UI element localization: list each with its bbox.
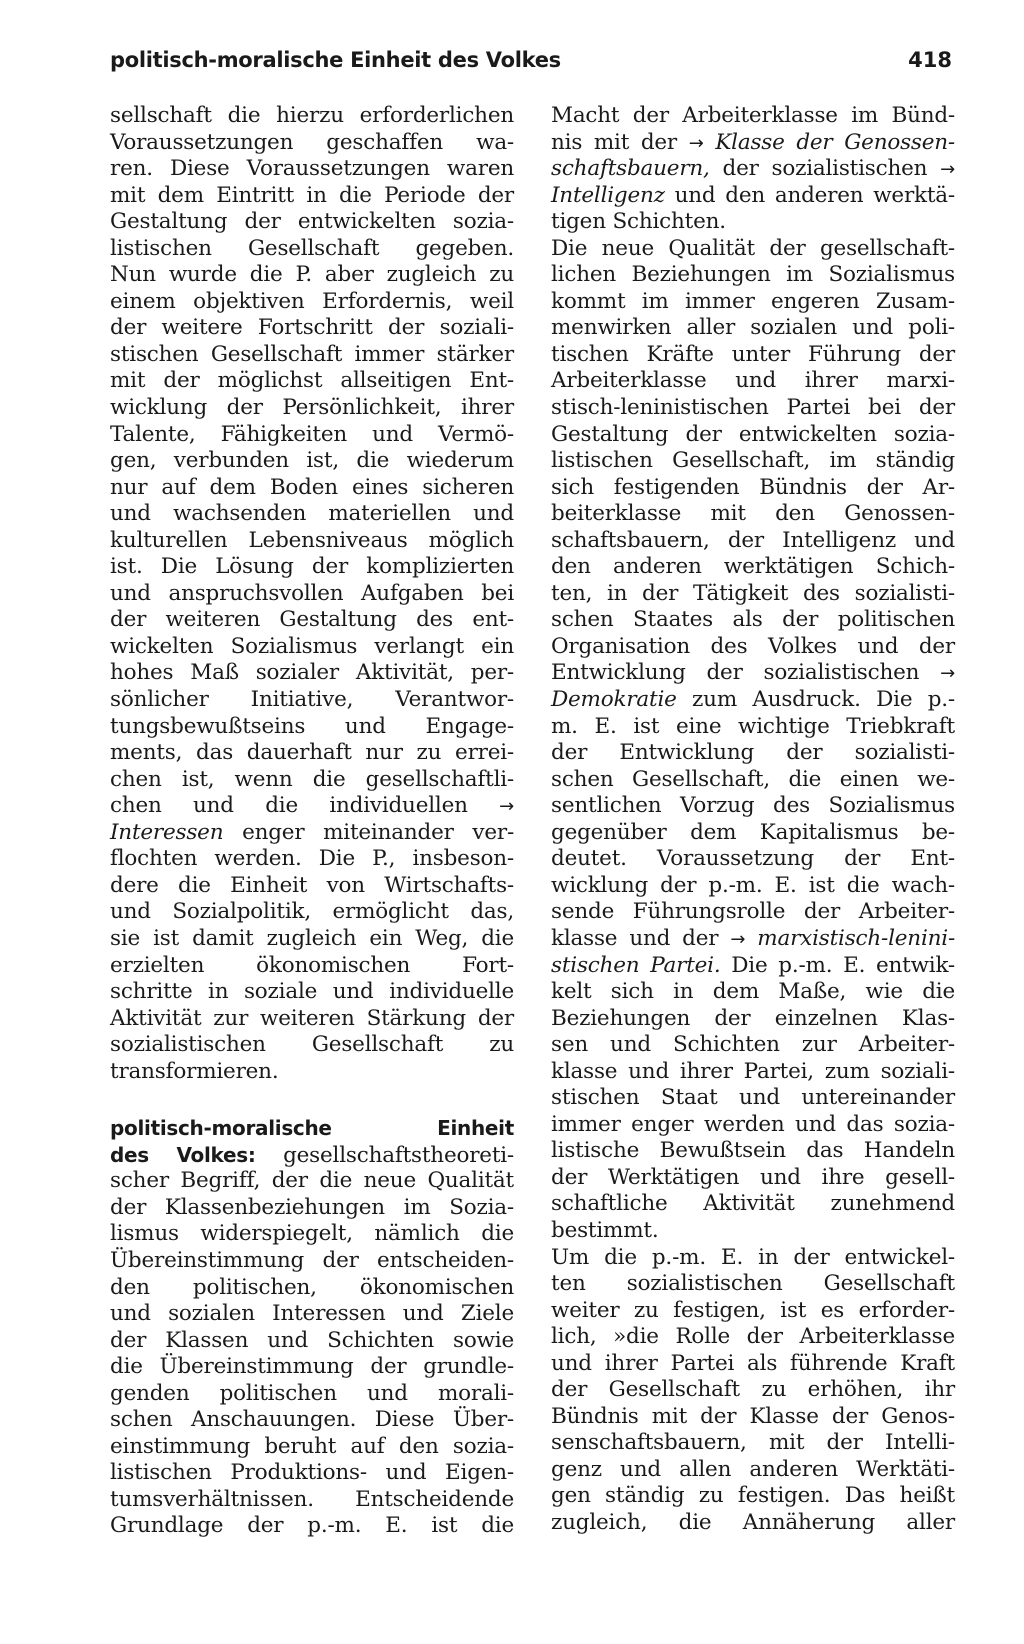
entry-gap bbox=[110, 1085, 514, 1115]
text-line: genden politischen und morali- bbox=[110, 1380, 514, 1406]
text-line: tungsbewußtseins und Engage- bbox=[110, 713, 514, 739]
text-line: Beziehungen der einzelnen Klas- bbox=[551, 1005, 955, 1031]
entry-headword: politisch-moralische Einheit bbox=[110, 1116, 514, 1141]
text-line: Organisation des Volkes und der bbox=[551, 633, 955, 659]
text-line: und anspruchsvollen Aufgaben bei bbox=[110, 580, 514, 606]
text-line: Übereinstimmung der entscheiden- bbox=[110, 1247, 514, 1273]
text-line: kelt sich in dem Maße, wie die bbox=[551, 979, 955, 1005]
text-line: sie ist damit zugleich ein Weg, die bbox=[110, 925, 514, 951]
arrow-right-icon: → bbox=[688, 132, 704, 154]
text-line-with-xref bbox=[110, 793, 514, 820]
text-line: stisch-leninistischen Partei bei der bbox=[551, 395, 955, 421]
xref-klasse-link[interactable]: Klasse der Genossen- bbox=[715, 129, 955, 155]
text-line: ments, das dauerhaft nur zu errei- bbox=[110, 740, 514, 766]
line-text: nis mit der bbox=[551, 129, 678, 155]
text-line: sellschaft die hierzu erforderlichen bbox=[110, 103, 514, 128]
text-line: dere die Einheit von Wirtschafts- bbox=[110, 872, 514, 898]
text-line: sende Führungsrolle der Arbeiter- bbox=[551, 899, 955, 925]
text-line: Talente, Fähigkeiten und Vermö- bbox=[110, 421, 514, 447]
right-column bbox=[551, 103, 955, 1537]
text-line: listischen Gesellschaft gegeben. bbox=[110, 235, 514, 261]
text-line: nur auf dem Boden eines sicheren bbox=[110, 474, 514, 500]
text-line: stischen Gesellschaft immer stärker bbox=[110, 341, 514, 367]
text-line-with-xref bbox=[110, 820, 514, 847]
text-line: zugleich, die Annäherung aller bbox=[551, 1509, 955, 1535]
text-line: der weitere Fortschritt der soziali- bbox=[110, 315, 514, 341]
text-line: und sozialen Interessen und Ziele bbox=[110, 1301, 514, 1327]
running-head-title: politisch-moralische Einheit des Volkes bbox=[110, 48, 561, 72]
text-line: und wachsenden materiellen und bbox=[110, 501, 514, 527]
text-line: schen Anschauungen. Diese Über- bbox=[110, 1407, 514, 1433]
text-line: schaftliche Aktivität zunehmend bbox=[551, 1191, 955, 1217]
text-line: schen Staates als der politischen bbox=[551, 607, 955, 633]
text-line: und Sozialpolitik, ermöglicht das, bbox=[110, 899, 514, 925]
text-line: ten sozialistischen Gesellschaft bbox=[551, 1271, 955, 1297]
text-line: weiter zu festigen, ist es erforder- bbox=[551, 1297, 955, 1323]
line-text: Entwicklung der sozialistischen bbox=[551, 660, 920, 686]
entry-headword-cont: des Volkes: bbox=[110, 1142, 256, 1167]
text-line: tischen Kräfte unter Führung der bbox=[551, 341, 955, 367]
text-line: bestimmt. bbox=[551, 1217, 659, 1243]
text-line: kommt im immer engeren Zusam- bbox=[551, 288, 955, 314]
page-number: 418 bbox=[908, 48, 952, 72]
text-line: lismus widerspiegelt, nämlich die bbox=[110, 1221, 514, 1247]
text-line: stischen Staat und untereinander bbox=[551, 1085, 955, 1111]
text-line: einstimmung beruht auf den sozia- bbox=[110, 1433, 514, 1459]
text-line: der Gesellschaft zu erhöhen, ihr bbox=[551, 1377, 955, 1403]
text-line: schaftsbauern, der Intelligenz und bbox=[551, 527, 955, 553]
line-text: der sozialistischen bbox=[722, 156, 928, 182]
text-line: erzielten ökonomischen Fort- bbox=[110, 952, 514, 978]
text-line: Um die p.-m. E. in der entwickel- bbox=[551, 1244, 955, 1270]
text-line: Macht der Arbeiterklasse im Bünd- bbox=[551, 103, 955, 128]
text-line: Arbeiterklasse und ihrer marxi- bbox=[551, 368, 955, 394]
text-line: sen und Schichten zur Arbeiter- bbox=[551, 1032, 955, 1058]
arrow-right-icon: → bbox=[499, 796, 515, 818]
text-line: Die neue Qualität der gesellschaft- bbox=[551, 235, 955, 261]
text-line: Grundlage der p.-m. E. ist die bbox=[110, 1513, 514, 1539]
line-text: chen und die individuellen bbox=[110, 793, 468, 819]
line-text: Die p.-m. E. entwik- bbox=[731, 952, 955, 978]
arrow-right-icon: → bbox=[940, 159, 956, 181]
text-line: der Klassen und Schichten sowie bbox=[110, 1327, 514, 1353]
text-line: den anderen werktätigen Schich- bbox=[551, 554, 955, 580]
running-header bbox=[110, 48, 952, 82]
entry-headword-line bbox=[110, 1142, 514, 1169]
text-line: transformieren. bbox=[110, 1058, 279, 1084]
xref-partei-link[interactable]: marxistisch-lenini- bbox=[757, 925, 956, 951]
text-line: Gestaltung der entwickelten sozia- bbox=[551, 421, 955, 447]
text-line: Bündnis mit der Klasse der Genos- bbox=[551, 1403, 955, 1429]
text-line: deutet. Voraussetzung der Ent- bbox=[551, 846, 955, 872]
xref-partei-link[interactable]: stischen Partei. bbox=[551, 952, 721, 978]
entry-headword-line bbox=[110, 1115, 514, 1142]
text-line-with-xref bbox=[551, 687, 955, 714]
xref-interessen-link[interactable]: Interessen bbox=[110, 819, 224, 845]
text-line: senschaftsbauern, mit der Intelli- bbox=[551, 1430, 955, 1456]
text-line: flochten werden. Die P., insbeson- bbox=[110, 846, 514, 872]
text-line-with-xref bbox=[551, 156, 955, 183]
text-line: ren. Diese Voraussetzungen waren bbox=[110, 156, 514, 182]
line-text: enger miteinander ver- bbox=[242, 819, 515, 845]
text-line: immer enger werden und das sozia- bbox=[551, 1111, 955, 1137]
text-line: kulturellen Lebensniveaus möglich bbox=[110, 527, 514, 553]
text-line-with-xref bbox=[551, 953, 955, 980]
text-line: schen Gesellschaft, die einen we- bbox=[551, 766, 955, 792]
text-line: sönlicher Initiative, Verantwor- bbox=[110, 687, 514, 713]
text-line: und ihrer Partei als führende Kraft bbox=[551, 1350, 955, 1376]
text-line: ten, in der Tätigkeit des sozialisti- bbox=[551, 580, 955, 606]
text-line: mit dem Eintritt in die Periode der bbox=[110, 182, 514, 208]
text-line: sentlichen Vorzug des Sozialismus bbox=[551, 793, 955, 819]
text-line: gegenüber dem Kapitalismus be- bbox=[551, 819, 955, 845]
text-line: lich, »die Rolle der Arbeiterklasse bbox=[551, 1324, 955, 1350]
text-line: Nun wurde die P. aber zugleich zu bbox=[110, 262, 514, 288]
text-line-with-xref bbox=[551, 926, 955, 953]
line-text: gesellschaftstheoreti- bbox=[283, 1142, 514, 1168]
text-line: genz und allen anderen Werktäti- bbox=[551, 1456, 955, 1482]
text-line: wicklung der Persönlichkeit, ihrer bbox=[110, 395, 514, 421]
text-line: einem objektiven Erfordernis, weil bbox=[110, 288, 514, 314]
text-line: gen ständig zu festigen. Das heißt bbox=[551, 1483, 955, 1509]
text-line: der weiteren Gestaltung des ent- bbox=[110, 607, 514, 633]
line-text: klasse und der bbox=[551, 925, 719, 951]
text-line: lichen Beziehungen im Sozialismus bbox=[551, 262, 955, 288]
line-text: zum Ausdruck. Die p.- bbox=[692, 687, 955, 713]
arrow-right-icon: → bbox=[940, 663, 955, 685]
text-line: mit der möglichst allseitigen Ent- bbox=[110, 368, 514, 394]
xref-intelligenz-link[interactable]: Intelligenz bbox=[551, 182, 665, 208]
text-line: gen, verbunden ist, die wiederum bbox=[110, 448, 514, 474]
text-line-with-xref bbox=[551, 130, 955, 157]
text-line: schritte in soziale und individuelle bbox=[110, 979, 514, 1005]
text-line: wicklung der p.-m. E. ist die wach- bbox=[551, 872, 955, 898]
text-line: ist. Die Lösung der komplizierten bbox=[110, 554, 514, 580]
text-line: tumsverhältnissen. Entscheidende bbox=[110, 1486, 514, 1512]
text-line: chen ist, wenn die gesellschaftli- bbox=[110, 766, 514, 792]
text-line: Aktivität zur weiteren Stärkung der bbox=[110, 1005, 514, 1031]
text-line-with-xref bbox=[551, 660, 955, 687]
left-column bbox=[110, 103, 514, 1540]
text-line: Gestaltung der entwickelten sozia- bbox=[110, 209, 514, 235]
text-line: der Werktätigen und ihre gesell- bbox=[551, 1164, 955, 1190]
text-line: listische Bewußtsein das Handeln bbox=[551, 1138, 955, 1164]
text-line: sozialistischen Gesellschaft zu bbox=[110, 1032, 514, 1058]
text-line: der Klassenbeziehungen im Sozia- bbox=[110, 1194, 514, 1220]
text-line: klasse und ihrer Partei, zum soziali- bbox=[551, 1058, 955, 1084]
text-line: Voraussetzungen geschaffen wa- bbox=[110, 129, 514, 155]
text-line-with-xref bbox=[551, 183, 955, 210]
text-line: sich festigenden Bündnis der Ar- bbox=[551, 474, 955, 500]
text-line: beiterklasse mit den Genossen- bbox=[551, 501, 955, 527]
text-line: scher Begriff, der die neue Qualität bbox=[110, 1168, 514, 1194]
xref-demokratie-link[interactable]: Demokratie bbox=[551, 687, 677, 713]
text-line: menwirken aller sozialen und poli- bbox=[551, 315, 955, 341]
text-line: die Übereinstimmung der grundle- bbox=[110, 1354, 514, 1380]
line-text: und den anderen werktä- bbox=[674, 182, 955, 208]
text-line: hohes Maß sozialer Aktivität, per- bbox=[110, 660, 514, 686]
text-line: listischen Gesellschaft, im ständig bbox=[551, 448, 955, 474]
arrow-right-icon: → bbox=[730, 928, 746, 950]
xref-klasse-link[interactable]: schaftsbauern, bbox=[551, 156, 710, 182]
text-line: der Entwicklung der sozialisti- bbox=[551, 740, 955, 766]
text-line: den politischen, ökonomischen bbox=[110, 1274, 514, 1300]
text-line: tigen Schichten. bbox=[551, 209, 726, 235]
text-line: listischen Produktions- und Eigen- bbox=[110, 1460, 514, 1486]
text-line: wickelten Sozialismus verlangt ein bbox=[110, 633, 514, 659]
text-line: m. E. ist eine wichtige Triebkraft bbox=[551, 713, 955, 739]
